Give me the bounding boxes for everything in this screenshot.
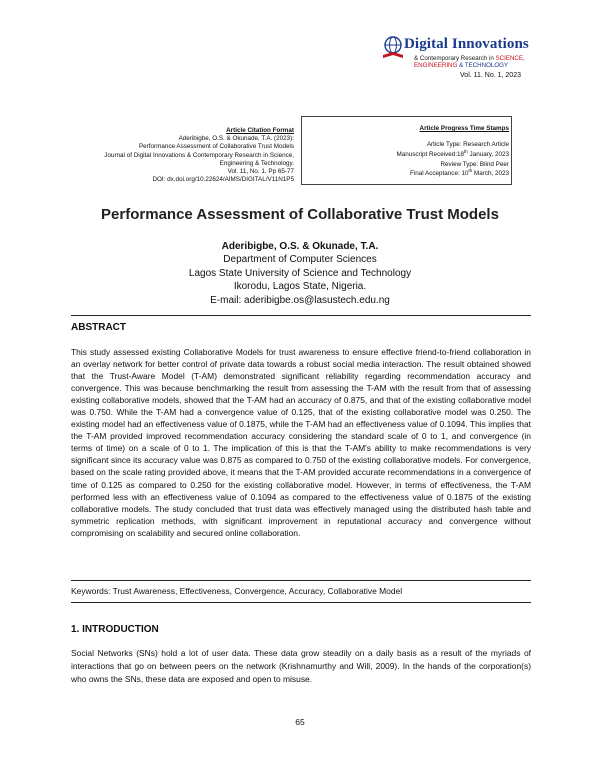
logo-subtitle-2: ENGINEERING & TECHNOLOGY [414, 62, 509, 69]
citation-line: Performance Assessment of Collaborative Trust Models [138, 143, 294, 151]
page-number: 65 [295, 717, 305, 727]
divider [71, 580, 531, 581]
citation-line: Engineering & Technology. [219, 159, 294, 167]
citation-heading: Article Citation Format [226, 127, 294, 134]
introduction-text: Social Networks (SNs) hold a lot of user data. These data grow steadily on a daily basis as a result of the myriads of interactions that go on between peers on the network (Krishnamurthy and Will, 2009). In the hands of the corporation(s) who owns the SNs, these data are exposed and open to misuse. [71, 648, 531, 685]
divider [71, 602, 531, 603]
author-university: Lagos State University of Science and Technology [188, 267, 412, 279]
logo-title: Digital Innovations [404, 36, 529, 52]
citation-format [34, 127, 294, 184]
progress-time-stamps-box [301, 116, 512, 185]
author-department: Department of Computer Sciences [223, 254, 377, 266]
logo-subtitle: & Contemporary Research in SCIENCE, [414, 55, 525, 62]
abstract-text: This study assessed existing Collaborative Models for trust awareness to ensure effective friend-to-friend collaboration in an overlay network for better control of private data towards a robust social media interaction. The result obtained showed that the Trust-Aware Model (T-AM) demonstrated significant reliability regarding recommendation accuracy and convergence. This was because benchmarking the result from assessing the T-AM with the result from that of assessing existing collaborative models, showed that the T-AM had an accuracy of 0.875, and that of the existing collaborative model was 0.750. While the T-AM had a convergence value of 0.125, that of the existing collaborative model was 0.250. The existing model had an effectiveness value of 0.1875, while the T-AM had an effectiveness value of 0.1094. This implies that the T-AM provided improved recommendation accuracy considering the standard scale of 0 to 1, and convergence (in terms of time) on a scale of 0 to 1. The implication of this is that the T-AM's ability to make recommendations is very significant since its accuracy value was 0.875 as compared to 0.750 of the existing collaborative models. For convergence, based on the scale rating provided above, it means that the T-AM provided accurate recommendations in a convergence of time of 0.125 as compared to 0.250 for the existing collaborative model. However, in terms of effectiveness, the T-AM performed less with an effectiveness value of 0.1094 as compared to the effectiveness value of 0.1875 of the existing collaborative models. The study concluded that trust data was effectively managed using the distributed hash table and symmetric replication methods, with significant improvement in reputational accuracy and convergence without compromising on scalability and secured online collaboration. [71, 347, 531, 538]
author-names: Aderibigbe, O.S. & Okunade, T.A. [221, 241, 379, 252]
article-type: Article Type: Research Article [426, 141, 509, 148]
citation-line: Journal of Digital Innovations & Contemporary Research in Science, [104, 151, 294, 159]
citation-line: Vol. 11, No. 1. Pp 65-77 [227, 168, 294, 176]
section-heading-introduction: 1. INTRODUCTION [71, 624, 159, 635]
review-type: Review Type: Blind Peer [440, 160, 509, 168]
divider [71, 315, 531, 316]
citation-line: Aderibigbe, O.S. & Okunade, T.A. (2023): [178, 135, 294, 143]
globe-book-icon [380, 34, 406, 60]
author-location: Ikorodu, Lagos State, Nigeria. [233, 281, 367, 293]
final-acceptance: Final Acceptance: 10th March, 2023 [410, 168, 509, 178]
keywords: Keywords: Trust Awareness, Effectiveness, Convergence, Accuracy, Collaborative Model [71, 586, 403, 596]
paper-title: Performance Assessment of Collaborative Trust Models [101, 206, 499, 223]
author-email[interactable]: E-mail: aderibigbe.os@lasustech.edu.ng [210, 294, 390, 306]
manuscript-received: Manuscript Received:18th January, 2023 [396, 148, 509, 158]
abstract-heading: ABSTRACT [71, 322, 126, 333]
citation-doi: DOI: dx.doi.org/10.22624/AIMS/DIGITAL/V11N1P5 [152, 176, 294, 184]
progress-heading: Article Progress Time Stamps [419, 125, 509, 132]
author-block [0, 240, 600, 307]
volume-info: Vol. 11. No. 1, 2023 [460, 72, 521, 79]
